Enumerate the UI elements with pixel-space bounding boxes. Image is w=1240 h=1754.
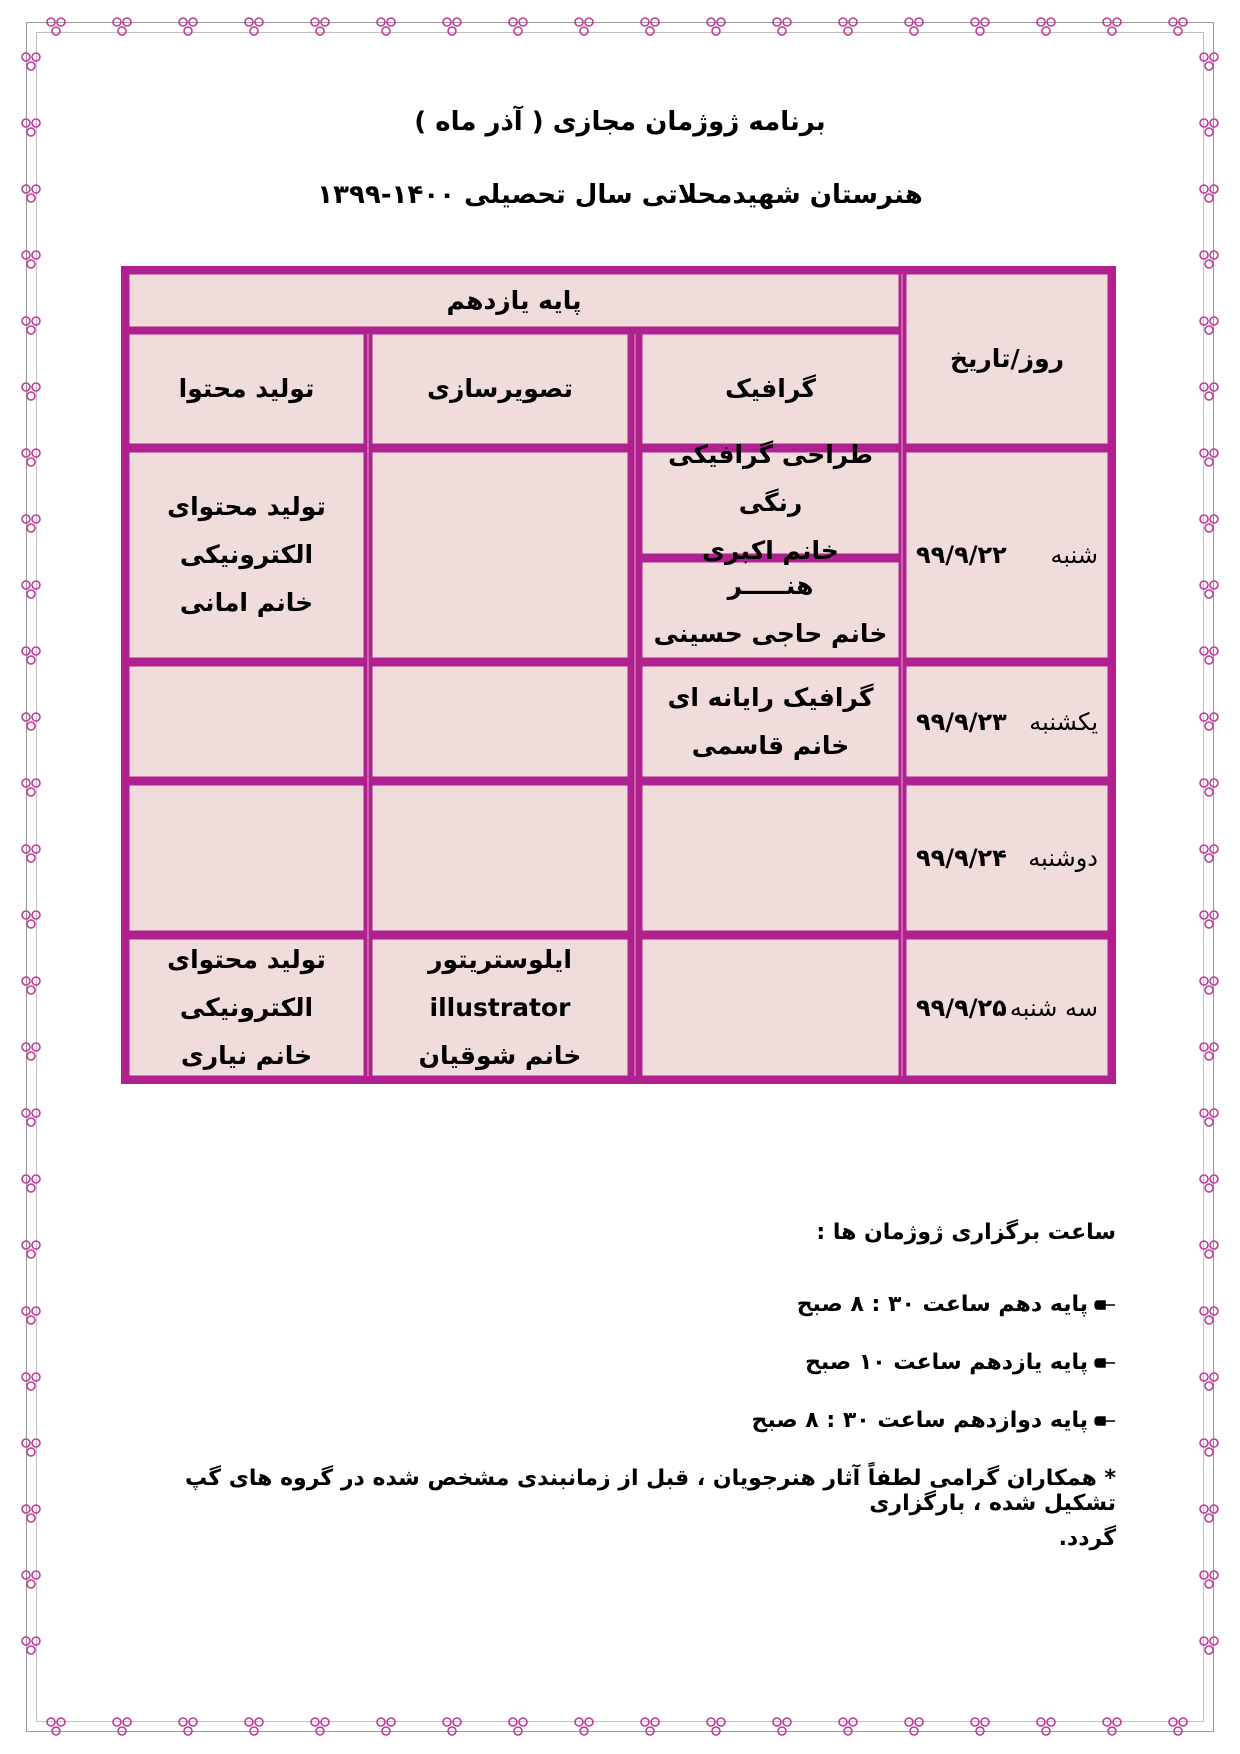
clover-ornament-icon xyxy=(1194,971,1224,1001)
clover-ornament-icon xyxy=(107,1712,137,1742)
course-name: طراحی گرافیکی رنگی xyxy=(668,440,873,517)
clover-ornament-icon xyxy=(1194,245,1224,275)
clover-ornament-icon xyxy=(1031,1712,1061,1742)
clover-ornament-icon xyxy=(1163,12,1193,42)
clover-ornament-icon xyxy=(1194,509,1224,539)
clover-ornament-icon xyxy=(1194,1169,1224,1199)
clover-ornament-icon xyxy=(1194,1301,1224,1331)
clover-ornament-icon xyxy=(16,443,46,473)
clover-ornament-icon xyxy=(569,1712,599,1742)
clover-ornament-icon xyxy=(1097,12,1127,42)
teacher-name: خانم شوقیان xyxy=(418,1040,582,1070)
note-item xyxy=(752,1408,1116,1433)
clover-ornament-icon xyxy=(635,12,665,42)
clover-ornament-icon xyxy=(899,1712,929,1742)
teacher-name: خانم امانی xyxy=(179,588,314,617)
clover-ornament-icon xyxy=(305,1712,335,1742)
clover-ornament-icon xyxy=(1194,1367,1224,1397)
clover-ornament-icon xyxy=(16,377,46,407)
row2-day: یکشنبه xyxy=(1029,707,1098,736)
clover-ornament-icon xyxy=(16,839,46,869)
clover-ornament-icon xyxy=(1194,773,1224,803)
clover-ornament-icon xyxy=(1194,377,1224,407)
row1-illustration-entry xyxy=(372,452,628,658)
row4-day: سه شنبه xyxy=(1009,993,1098,1022)
teacher-name: خانم اکبری xyxy=(702,536,839,565)
clover-ornament-icon xyxy=(16,1301,46,1331)
clover-ornament-icon xyxy=(16,1103,46,1133)
clover-ornament-icon xyxy=(16,1499,46,1529)
pointing-hand-icon xyxy=(1094,1355,1116,1371)
course-name: تولید محتوای الکترونیکی xyxy=(167,492,326,569)
clover-ornament-icon xyxy=(1194,1235,1224,1265)
clover-ornament-icon xyxy=(239,12,269,42)
course-name: هنـــــر xyxy=(727,571,814,600)
clover-ornament-icon xyxy=(16,47,46,77)
note-item-text: پایه دهم ساعت ۳۰ : ۸ صبح xyxy=(796,1292,1088,1317)
clover-ornament-icon xyxy=(305,12,335,42)
clover-ornament-icon xyxy=(1194,1565,1224,1595)
row1-content-entry xyxy=(129,452,364,658)
row3-content-entry xyxy=(129,785,364,931)
row1-graphic1-entry xyxy=(642,440,899,565)
clover-ornament-icon xyxy=(1194,47,1224,77)
clover-ornament-icon xyxy=(767,12,797,42)
row2-illustration-entry xyxy=(372,666,628,777)
clover-ornament-icon xyxy=(173,12,203,42)
clover-ornament-icon xyxy=(173,1712,203,1742)
clover-ornament-icon xyxy=(1194,707,1224,737)
clover-ornament-icon xyxy=(1194,575,1224,605)
clover-ornament-icon xyxy=(965,1712,995,1742)
clover-ornament-icon xyxy=(1194,905,1224,935)
clover-ornament-icon xyxy=(1194,1103,1224,1133)
row1-day: شنبه xyxy=(1050,541,1098,569)
column-header-graphic: گرافیک xyxy=(725,374,816,403)
row4-day-date xyxy=(906,939,1108,1076)
row2-date: ۹۹/۹/۲۳ xyxy=(916,707,1007,736)
teacher-name: خانم نیاری xyxy=(180,1040,313,1070)
clover-ornament-icon xyxy=(503,12,533,42)
clover-ornament-icon xyxy=(1194,1499,1224,1529)
clover-ornament-icon xyxy=(16,971,46,1001)
clover-ornament-icon xyxy=(1194,311,1224,341)
footnote-line-2: گردد. xyxy=(1058,1526,1116,1551)
clover-ornament-icon xyxy=(107,12,137,42)
footnote-line-1: * همکاران گرامی لطفاً آثار هنرجویان ، قبل از زمانبندی مشخص شده در گروه های گپ تشکیل شده ، بارگزاری xyxy=(184,1466,1116,1516)
row3-day-date xyxy=(906,785,1108,931)
column-header-content: تولید محتوا xyxy=(178,374,315,403)
grade-header: پایه یازدهم xyxy=(446,285,582,315)
clover-ornament-icon xyxy=(16,1565,46,1595)
row3-day: دوشنبه xyxy=(1028,844,1098,872)
clover-ornament-icon xyxy=(16,575,46,605)
row3-illustration-entry xyxy=(372,785,628,931)
row2-graphic-entry xyxy=(642,666,899,777)
row3-graphic-entry xyxy=(642,785,899,931)
row4-illustration-entry xyxy=(372,939,628,1076)
clover-ornament-icon xyxy=(1163,1712,1193,1742)
clover-ornament-icon xyxy=(16,245,46,275)
page-title: برنامه ژوژمان مجازی ( آذر ماه ) xyxy=(414,107,826,137)
clover-ornament-icon xyxy=(503,1712,533,1742)
teacher-name: خانم حاجی حسینی xyxy=(653,619,888,648)
page-subtitle: هنرستان شهیدمحلاتی سال تحصیلی ۱۴۰۰-۱۳۹۹ xyxy=(317,180,923,210)
clover-ornament-icon xyxy=(635,1712,665,1742)
teacher-name: خانم قاسمی xyxy=(691,730,850,760)
notes-header: ساعت برگزاری ژوژمان ها : xyxy=(816,1220,1116,1245)
clover-ornament-icon xyxy=(569,12,599,42)
clover-ornament-icon xyxy=(1194,443,1224,473)
row1-graphic2-entry xyxy=(642,562,899,658)
note-item-text: پایه یازدهم ساعت ۱۰ صبح xyxy=(805,1350,1088,1375)
clover-ornament-icon xyxy=(965,12,995,42)
clover-ornament-icon xyxy=(437,12,467,42)
clover-ornament-icon xyxy=(16,1631,46,1661)
clover-ornament-icon xyxy=(1194,1631,1224,1661)
pointing-hand-icon xyxy=(1094,1413,1116,1429)
clover-ornament-icon xyxy=(1194,839,1224,869)
clover-ornament-icon xyxy=(239,1712,269,1742)
clover-ornament-icon xyxy=(16,311,46,341)
course-name: گرافیک رایانه ای xyxy=(667,682,874,712)
course-name: ایلوستریتور illustrator xyxy=(428,944,572,1022)
row1-date: ۹۹/۹/۲۲ xyxy=(916,541,1007,569)
day-date-header: روز/تاریخ xyxy=(949,344,1065,373)
row4-graphic-entry xyxy=(642,939,899,1076)
clover-ornament-icon xyxy=(899,12,929,42)
column-header-illustration: تصویرسازی xyxy=(427,374,573,403)
row1-day-date xyxy=(906,452,1108,658)
clover-ornament-icon xyxy=(16,707,46,737)
clover-ornament-icon xyxy=(16,509,46,539)
clover-ornament-icon xyxy=(833,1712,863,1742)
clover-ornament-icon xyxy=(767,1712,797,1742)
clover-ornament-icon xyxy=(1031,12,1061,42)
clover-ornament-icon xyxy=(16,1037,46,1067)
clover-ornament-icon xyxy=(41,12,71,42)
note-item-text: پایه دوازدهم ساعت ۳۰ : ۸ صبح xyxy=(751,1408,1088,1433)
clover-ornament-icon xyxy=(371,12,401,42)
clover-ornament-icon xyxy=(16,1235,46,1265)
clover-ornament-icon xyxy=(16,641,46,671)
clover-ornament-icon xyxy=(16,1433,46,1463)
row4-content-entry xyxy=(129,939,364,1076)
clover-ornament-icon xyxy=(16,773,46,803)
clover-ornament-icon xyxy=(1194,641,1224,671)
schedule-table xyxy=(121,266,1116,1084)
clover-ornament-icon xyxy=(701,1712,731,1742)
clover-ornament-icon xyxy=(1194,1037,1224,1067)
clover-ornament-icon xyxy=(437,1712,467,1742)
note-item xyxy=(805,1350,1116,1375)
clover-ornament-icon xyxy=(1097,1712,1127,1742)
row3-date: ۹۹/۹/۲۴ xyxy=(916,844,1007,872)
clover-ornament-icon xyxy=(701,12,731,42)
clover-ornament-icon xyxy=(833,12,863,42)
clover-ornament-icon xyxy=(41,1712,71,1742)
row2-day-date xyxy=(906,666,1108,777)
clover-ornament-icon xyxy=(16,1169,46,1199)
clover-ornament-icon xyxy=(371,1712,401,1742)
course-name: تولید محتوای الکترونیکی xyxy=(167,944,326,1022)
note-item xyxy=(797,1292,1116,1317)
clover-ornament-icon xyxy=(1194,1433,1224,1463)
clover-ornament-icon xyxy=(16,1367,46,1397)
row4-date: ۹۹/۹/۲۵ xyxy=(916,993,1007,1022)
pointing-hand-icon xyxy=(1094,1297,1116,1313)
row2-content-entry xyxy=(129,666,364,777)
clover-ornament-icon xyxy=(16,905,46,935)
